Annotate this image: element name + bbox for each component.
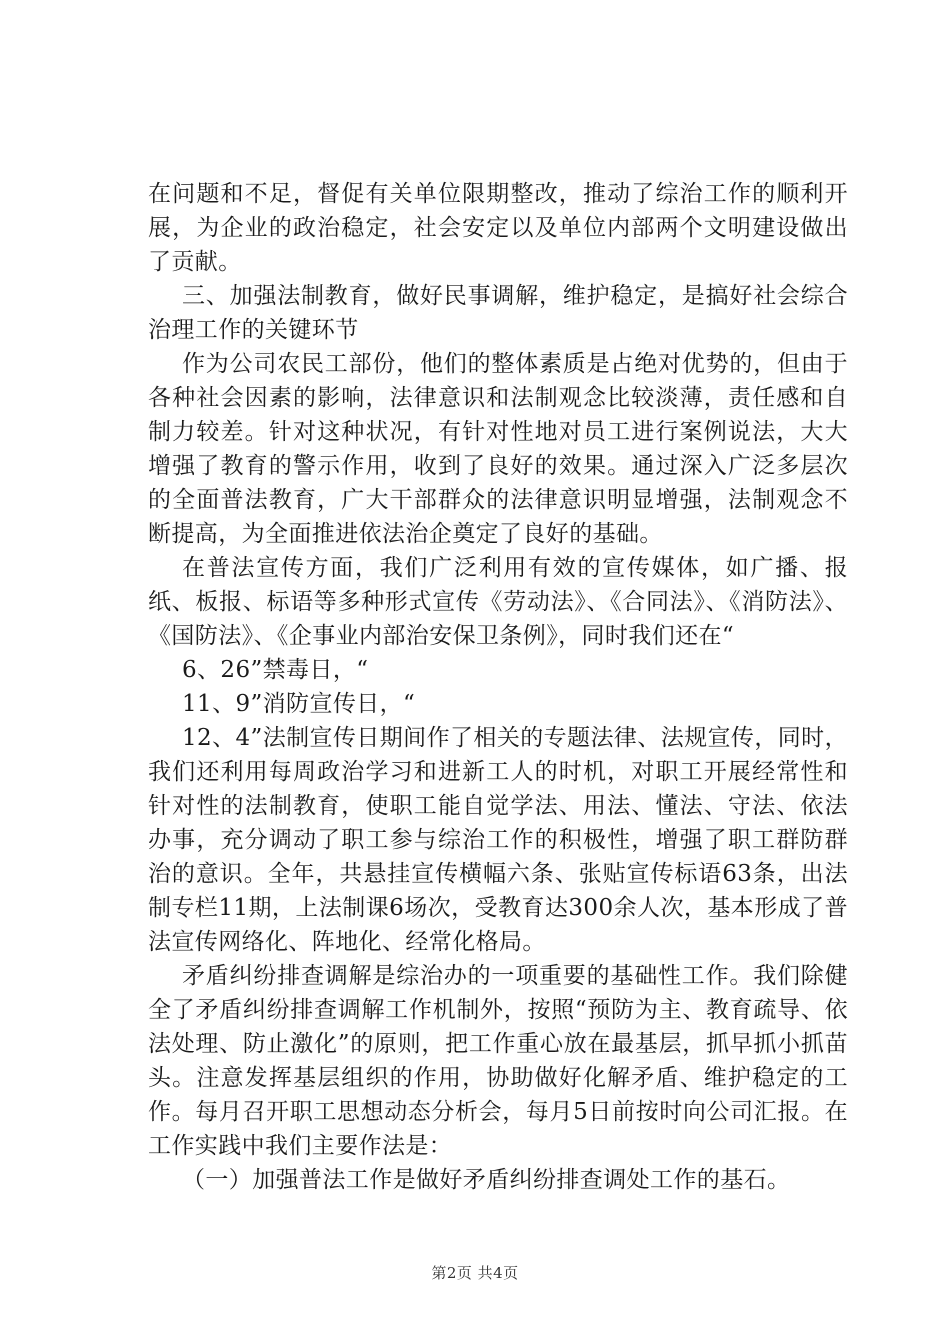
section-heading: 三、加强法制教育，做好民事调解，维护稳定，是搞好社会综合治理工作的关键环节 bbox=[148, 283, 848, 343]
paragraph: 作为公司农民工部份，他们的整体素质是占绝对优势的，但由于各种社会因素的影响，法律意识和法制观念比较淡薄，责任感和自制力较差。针对这种状况，有针对性地对员工进行案例说法，大大增强了教育的警示作用，收到了良好的效果。通过深入广泛多层次的全面普法教育，广大干部群众的法律意识明显增强，法制观念不断提高，为全面推进依法治企奠定了良好的基础。 bbox=[148, 351, 848, 547]
document-body bbox=[148, 177, 848, 1197]
paragraph: 矛盾纠纷排查调解是综治办的一项重要的基础性工作。我们除健全了矛盾纠纷排查调解工作机制外，按照“预防为主、教育疏导、依法处理、防止激化”的原则，把工作重心放在最基层，抓早抓小抓苗头。注意发挥基层组织的作用，协助做好化解矛盾、维护稳定的工作。每月召开职工思想动态分析会，每月5日前按时向公司汇报。在工作实践中我们主要作法是： bbox=[148, 963, 848, 1159]
subsection-heading: （一）加强普法工作是做好矛盾纠纷排查调处工作的基石。 bbox=[182, 1167, 791, 1193]
paragraph-continuation: 在问题和不足，督促有关单位限期整改，推动了综治工作的顺利开展，为企业的政治稳定，社会安定以及单位内部两个文明建设做出了贡献。 bbox=[148, 181, 848, 275]
paragraph: 11、9”消防宣传日，“ bbox=[182, 691, 416, 717]
paragraph: 6、26”禁毒日，“ bbox=[182, 657, 369, 683]
paragraph: 在普法宣传方面，我们广泛利用有效的宣传媒体，如广播、报纸、板报、标语等多种形式宣传《劳动法》、《合同法》、《消防法》、《国防法》、《企事业内部治安保卫条例》，同时我们还在“ bbox=[148, 555, 848, 649]
paragraph: 12、4”法制宣传日期间作了相关的专题法律、法规宣传，同时，我们还利用每周政治学习和进新工人的时机，对职工开展经常性和针对性的法制教育，使职工能自觉学法、用法、懂法、守法、依法办事，充分调动了职工参与综治工作的积极性，增强了职工群防群治的意识。全年，共悬挂宣传横幅六条、张贴宣传标语63条，出法制专栏11期，上法制课6场次，受教育达300余人次，基本形成了普法宣传网络化、阵地化、经常化格局。 bbox=[148, 725, 848, 955]
page-number-footer: 第2页 共4页 bbox=[431, 1264, 519, 1282]
